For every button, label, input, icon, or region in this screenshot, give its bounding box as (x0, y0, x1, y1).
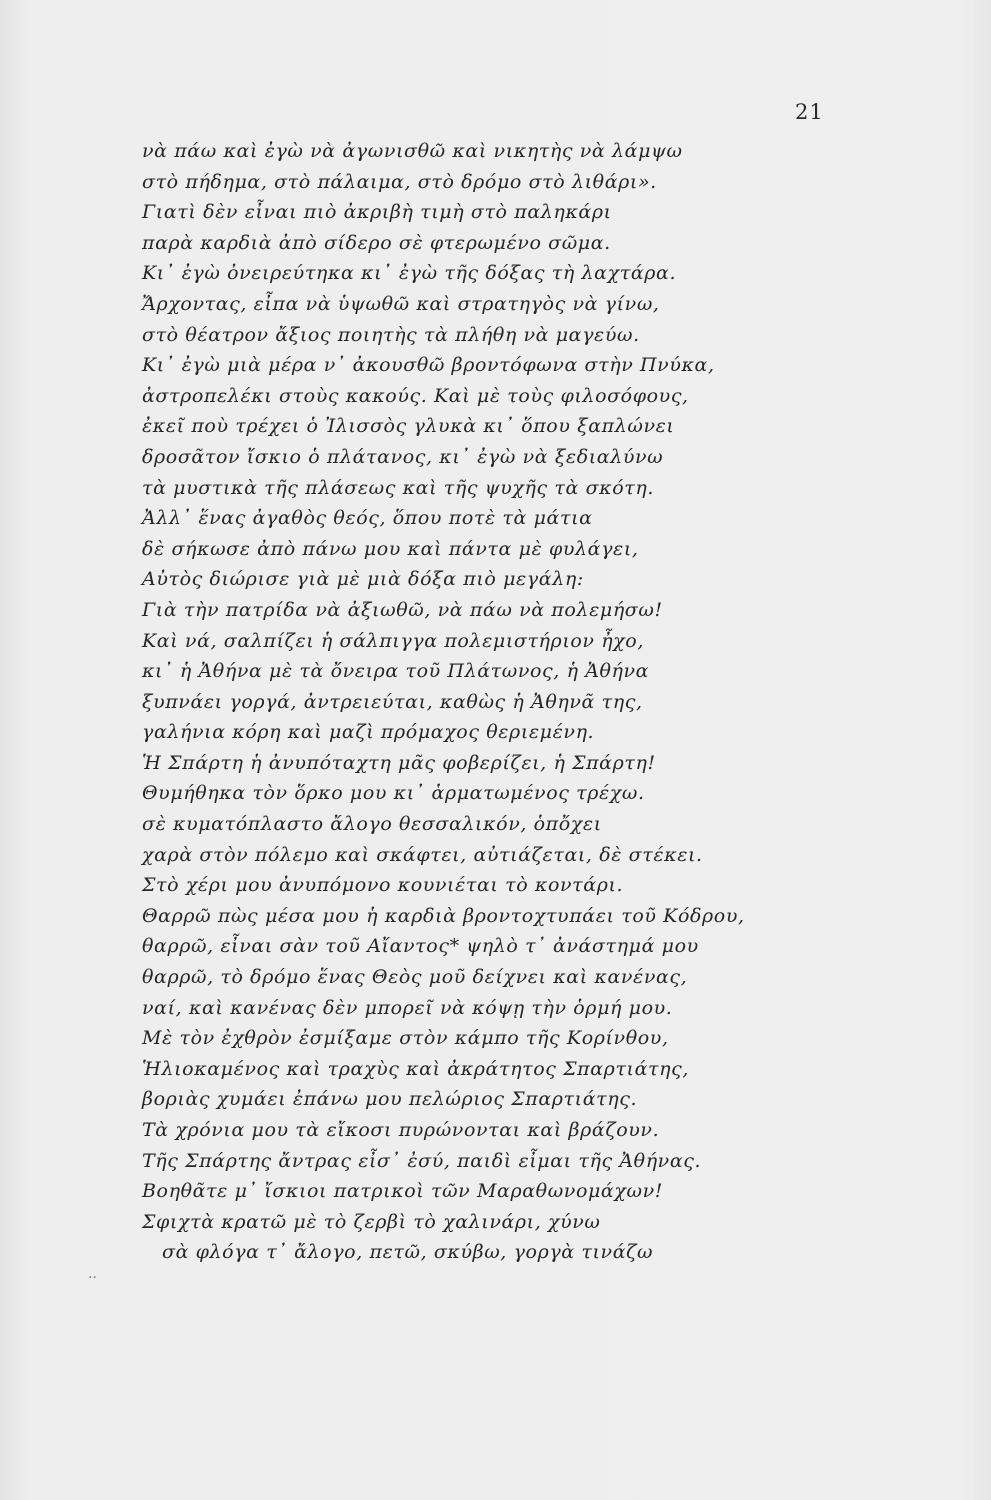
poem-line: Μὲ τὸν ἐχθρὸν ἐσμίξαμε στὸν κάμπο τῆς Κορίνθου, (142, 1027, 669, 1050)
poem-line: παρὰ καρδιὰ ἀπὸ σίδερο σὲ φτερωμένο σῶμα. (142, 231, 611, 254)
poem-line: δροσᾶτον ἴσκιο ὁ πλάτανος, κι᾽ ἐγὼ νὰ ξεδιαλύνω (142, 445, 664, 468)
poem-line: Ἡλιοκαμένος καὶ τραχὺς καὶ ἀκράτητος Σπαρτιάτης, (142, 1057, 690, 1080)
poem-line: Αὐτὸς διώρισε γιὰ μὲ μιὰ δόξα πιὸ μεγάλη: (142, 568, 584, 591)
poem-text (142, 136, 842, 1268)
poem-line: γαλήνια κόρη καὶ μαζὶ πρόμαχος θεριεμένη. (142, 721, 595, 744)
poem-line: σὲ κυματόπλαστο ἄλογο θεσσαλικόν, ὁπὄχει (142, 813, 602, 836)
poem-line: ξυπνάει γοργά, ἀντρειεύται, καθὼς ἡ Ἀθηνᾶ της, (142, 690, 643, 713)
poem-line: Γιὰ τὴν πατρίδα νὰ ἀξιωθῶ, νὰ πάω νὰ πολεμήσω! (142, 598, 663, 621)
poem-line: νὰ πάω καὶ ἐγὼ νὰ ἀγωνισθῶ καὶ νικητὴς νὰ λάμψω (142, 140, 683, 162)
poem-line: σὰ φλόγα τ᾽ ἄλογο, πετῶ, σκύβω, γοργὰ τινάζω (162, 1241, 654, 1264)
poem-line: στὸ πήδημα, στὸ πάλαιμα, στὸ δρόμο στὸ λιθάρι». (142, 170, 657, 193)
poem-line: Τῆς Σπάρτης ἄντρας εἶσ᾽ ἐσύ, παιδὶ εἶμαι τῆς Ἀθήνας. (142, 1149, 702, 1172)
poem-line: Κι᾽ ἐγὼ μιὰ μέρα ν᾽ ἀκουσθῶ βροντόφωνα στὴν Πνύκα, (142, 354, 715, 377)
poem-line: θαρρῶ, τὸ δρόμο ἕνας Θεὸς μοῦ δείχνει καὶ κανένας, (142, 966, 688, 989)
poem-line: Θαρρῶ πὼς μέσα μου ἡ καρδιὰ βροντοχτυπάει τοῦ Κόδρου, (142, 904, 745, 927)
poem-line: ἐκεῖ ποὺ τρέχει ὁ Ἰλισσὸς γλυκὰ κι᾽ ὅπου ξαπλώνει (142, 415, 675, 438)
poem-line: Ἄρχοντας, εἶπα νὰ ὑψωθῶ καὶ στρατηγὸς νὰ γίνω, (142, 292, 660, 315)
poem-line: Καὶ νά, σαλπίζει ἡ σάλπιγγα πολεμιστήριον ἦχο, (142, 629, 644, 652)
poem-line: ναί, καὶ κανένας δὲν μπορεῖ νὰ κόψῃ τὴν ὁρμή μου. (142, 996, 673, 1019)
poem-line: Τὰ χρόνια μου τὰ εἴκοσι πυρώνονται καὶ βράζουν. (142, 1119, 660, 1141)
poem-line: ἀστροπελέκι στοὺς κακούς. Καὶ μὲ τοὺς φιλοσόφους, (142, 384, 689, 407)
poem-line: δὲ σήκωσε ἀπὸ πάνω μου καὶ πάντα μὲ φυλάγει, (142, 537, 639, 560)
margin-mark: ·· (88, 1270, 97, 1286)
poem-line: τὰ μυστικὰ τῆς πλάσεως καὶ τῆς ψυχῆς τὰ σκότη. (142, 476, 654, 499)
poem-line: κι᾽ ἡ Ἀθήνα μὲ τὰ ὄνειρα τοῦ Πλάτωνος, ἡ Ἀθήνα (142, 660, 650, 683)
poem-line: Γιατὶ δὲν εἶναι πιὸ ἀκριβὴ τιμὴ στὸ παληκάρι (142, 201, 612, 224)
poem-line: Ἡ Σπάρτη ἡ ἀνυπόταχτη μᾶς φοβερίζει, ἡ Σπάρτη! (142, 751, 656, 774)
poem-line: Βοηθᾶτε μ᾽ ἴσκιοι πατρικοὶ τῶν Μαραθωνομάχων! (142, 1180, 663, 1203)
poem-line: Θυμήθηκα τὸν ὅρκο μου κι᾽ ἁρματωμένος τρέχω. (142, 782, 645, 805)
poem-line: Σφιχτὰ κρατῶ μὲ τὸ ζερβὶ τὸ χαλινάρι, χύνω (142, 1210, 601, 1233)
poem-line: Ἀλλ᾽ ἕνας ἀγαθὸς θεός, ὅπου ποτὲ τὰ μάτια (142, 507, 593, 530)
poem-line: Κι᾽ ἐγὼ ὀνειρεύτηκα κι᾽ ἐγὼ τῆς δόξας τὴ λαχτάρα. (142, 262, 677, 285)
poem-line: χαρὰ στὸν πόλεμο καὶ σκάφτει, αὐτιάζεται, δὲ στέκει. (142, 843, 703, 866)
poem-line: θαρρῶ, εἶναι σὰν τοῦ Αἴαντος* ψηλὸ τ᾽ ἀνάστημά μου (142, 935, 699, 958)
page-number: 21 (795, 100, 824, 124)
poem-line: Στὸ χέρι μου ἀνυπόμονο κουνιέται τὸ κοντάρι. (142, 874, 624, 897)
poem-line: βοριὰς χυμάει ἐπάνω μου πελώριος Σπαρτιάτης. (142, 1088, 638, 1111)
poem-line: στὸ θέατρον ἄξιος ποιητὴς τὰ πλήθη νὰ μαγεύω. (142, 323, 640, 346)
